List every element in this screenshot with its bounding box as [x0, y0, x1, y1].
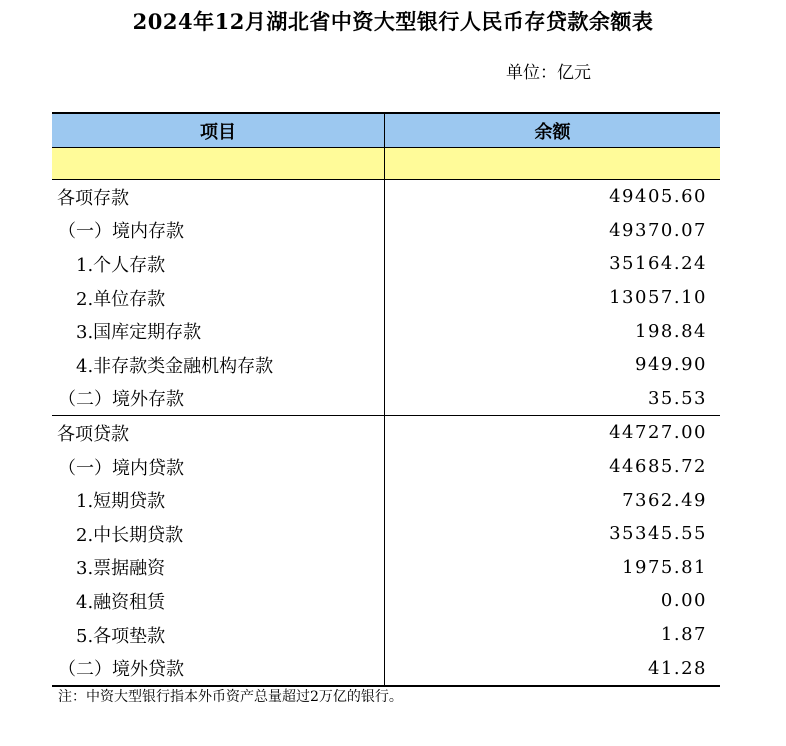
row-label: 3.国库定期存款 [52, 314, 385, 348]
blank-cell-balance [385, 148, 720, 179]
table-header-row [52, 114, 720, 148]
row-label: （二）境外贷款 [52, 651, 385, 685]
table-row [52, 247, 720, 281]
table-row [52, 584, 720, 618]
row-label: 4.融资租赁 [52, 584, 385, 618]
column-header-balance: 余额 [534, 121, 571, 143]
table-row [52, 651, 720, 685]
table-row [52, 281, 720, 315]
row-label: （二）境外存款 [52, 382, 385, 416]
row-value: 49405.60 [609, 186, 707, 208]
row-value: 1975.81 [622, 556, 707, 578]
row-value: 35.53 [647, 387, 707, 409]
row-value: 1.87 [660, 624, 707, 646]
table-row [52, 551, 720, 585]
row-value: 13057.10 [609, 287, 707, 309]
row-value: 44685.72 [609, 456, 707, 478]
deposits-section [52, 180, 720, 416]
table-row [52, 314, 720, 348]
row-label: 3.票据融资 [52, 551, 385, 585]
row-label: （一）境内存款 [52, 214, 385, 248]
row-value: 949.90 [635, 354, 707, 376]
footnote: 注：中资大型银行指本外币资产总量超过2万亿的银行。 [58, 689, 403, 705]
table-row [52, 416, 720, 450]
unit-label: 单位：亿元 [506, 63, 591, 83]
column-header-item: 项目 [52, 114, 385, 147]
row-value: 41.28 [647, 657, 707, 679]
row-label: 各项存款 [52, 180, 385, 214]
table-row [52, 214, 720, 248]
row-label: 各项贷款 [52, 416, 385, 450]
row-label: 2.中长期贷款 [52, 517, 385, 551]
row-value: 0.00 [660, 590, 707, 612]
row-label: 5.各项垫款 [52, 618, 385, 652]
row-label: （一）境内贷款 [52, 450, 385, 484]
table-row [52, 618, 720, 652]
row-value: 49370.07 [609, 219, 707, 241]
table-blank-row [52, 148, 720, 180]
row-value: 35164.24 [609, 253, 707, 275]
row-label: 1.短期贷款 [52, 483, 385, 517]
balance-table [52, 112, 720, 687]
row-label: 1.个人存款 [52, 247, 385, 281]
page-title: 2024年12月湖北省中资大型银行人民币存贷款余额表 [132, 9, 654, 34]
table-row [52, 450, 720, 484]
table-row [52, 483, 720, 517]
table-row [52, 180, 720, 214]
row-label: 4.非存款类金融机构存款 [52, 348, 385, 382]
row-label: 2.单位存款 [52, 281, 385, 315]
row-value: 35345.55 [609, 523, 707, 545]
table-row [52, 348, 720, 382]
table-row [52, 517, 720, 551]
row-value: 7362.49 [622, 489, 707, 511]
blank-cell-item [52, 148, 385, 179]
table-row [52, 382, 720, 416]
row-value: 44727.00 [609, 422, 707, 444]
loans-section [52, 416, 720, 685]
row-value: 198.84 [635, 320, 707, 342]
